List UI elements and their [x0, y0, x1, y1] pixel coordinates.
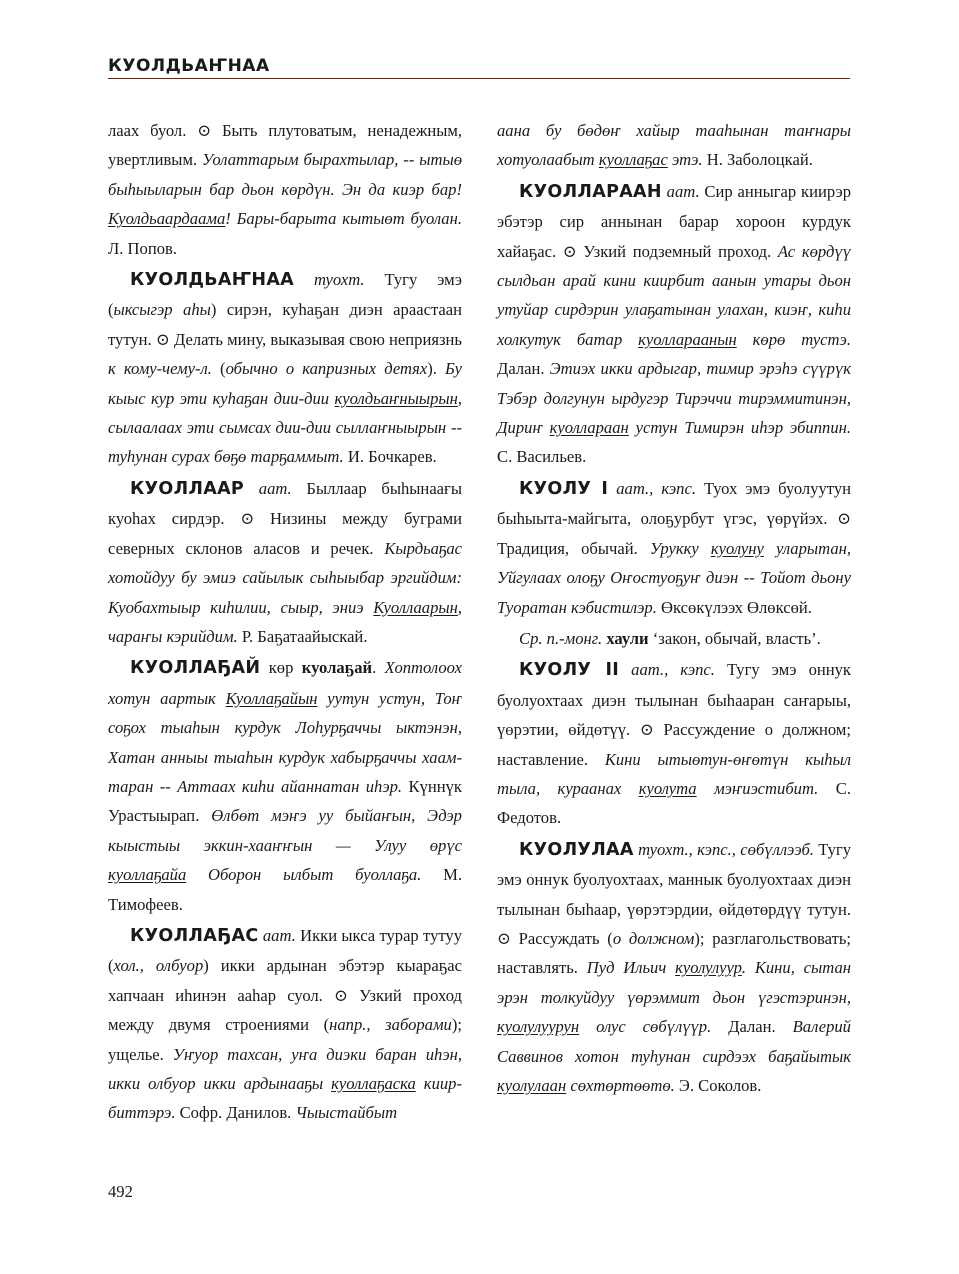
headword: КУОЛУ II	[519, 660, 620, 681]
header-rule	[108, 78, 850, 79]
entry-kuoldjangnaa: КУОЛДЬАҤНАА туохт. Тугу эмэ (ыксыгэр аһы) сирэн, куһаҕан диэн араастаан тутун. ⊙ Делать мину, выказывая свою неприязнь к кому-чему-л. (обычно о капризных детях). Бу кыыс кур эти куһаҕан дии-дии куолдьаҥныырын, сылаалаах эти сымсах дии-дии сыллаҥныырын -- туһунан сурах бөҕө тарҕаммыт. И. Бочкарев.	[108, 270, 463, 467]
page-number: 492	[108, 1182, 133, 1201]
entry-kuollagas: КУОЛЛАҔАС аат. Икки ыкса турар тутуу (хол., олбуор) икки ардынан эбэтэр кыараҕас хапчаан иһинэн ааһар суол. ⊙ Узкий проход между двумя строениями (напр., заборами); ущелье. Уҥуор тахсан, уҥа диэки баран иһэн, икки олбуор икки ардынааҕы куоллаҕаска киирбиттэрэ. Софр. Данилов. Чыыстайбыт	[108, 925, 463, 1123]
entry-kuolu-1: КУОЛУ I аат., кэпс. Туох эмэ буолуутун быһыыта-майгыта, олоҕурбут үгэс, үөрүйэх. ⊙ Традиция, обычай. Урукку куолуну уларытан, Уйгулаах олоҕу Оҥостуоҕуҥ диэн -- Тойот дьону Туоратан кэбистилэр. Өксөкүлээх Өлөксөй.	[497, 478, 852, 617]
headword: КУОЛДЬАҤНАА	[130, 270, 295, 291]
headword: КУОЛУ I	[519, 478, 609, 499]
running-head: КУОЛДЬАҤНАА	[108, 56, 270, 76]
headword: КУОЛЛААР	[130, 478, 245, 499]
headword: КУОЛЛАРААН	[519, 181, 662, 202]
left-column	[108, 116, 462, 1128]
entry-kuolulaa: КУОЛУЛАА туохт., кэпс., сөбүллээб. Тугу эмэ оннук буолуохтаах, маннык буолуохтаах диэн тылынан быһаар, үөрэтэрдии, өйдөтөрдүү тутун. ⊙ Рассуждать (о должном); разглагольствовать; наставлять. Пуд Ильич куолулуур. Кини, сытан эрэн толкуйдуу үөрэммит дьон үгэстэринэн, куолулуурун олус сөбүлүүр. Далан. Валерий Саввинов хотон туһунан сирдээх баҕайытык куолулаан сөхтөртөөтө. Э. Соколов.	[497, 839, 852, 1095]
entry-kuolloraan: КУОЛЛАРААН аат. Сир анныгар киирэр эбэтэр сир аннынан барар хороон курдук хайаҕас. ⊙ Узкий подземный проход. Ас көрдүү сылдьан арай кини киирбит аанын утары дьон утуйар сирдэрин улаҕатынан улахан, киэҥ, киһи холкутук батар куоллараанын көрө тустэ. Далан. Этиэх икки ардыгар, тимир эрэһэ сүүрүк Тэбэр долгунун ырдугэр Тирэччи тирэммитинэн, Дириҥ куоллараан устун Тимирэн иһэр эбиппин. С. Васильев.	[497, 181, 852, 467]
right-column	[497, 116, 851, 1100]
etymology-note: Ср. п.-монг. хаули ‘закон, обычай, власть’.	[519, 628, 821, 648]
entry-kuolu-2: КУОЛУ II аат., кэпс. Тугу эмэ оннук буолуохтаах диэн тылынан быһааран саҥарыы, үөрэтии, өйдөтүү. ⊙ Рассуждение о должном; наставление. Кини ытыөтун-өҥөтүн кыһыл тыла, кураанах куолута мэҥиэстибит. С. Федотов.	[497, 660, 851, 828]
entry-kuollagai: КУОЛЛАҔАЙ көр куолаҕай. Хоптолоох хотун аартык Куоллаҕайын уутун устун, Тоҥ соҕох тыаһын курдук Лоһурҕаччы ыктэнэн, Хатан анныы тыаһын курдук хабырҕаччы хаамтаран -- Аттаах киһи айаннатан иһэр. Күннүк Урастыырап. Өлбөт мэҥэ уу быйаҥын, Эдэр кыыстыы эккин-хааҥҥын — Улуу өрүс куоллаҕайа Оборон ылбыт буоллаҕа. М. Тимофеев.	[108, 658, 462, 914]
headword: КУОЛУЛАА	[519, 839, 634, 860]
entry-kuollaar: КУОЛЛААР аат. Быллаар быһынаағы куоһах сирдэр. ⊙ Низины между буграми северных склонов аласов и речек. Кырдьаҕас хотойдуу бу эмиэ сайылык сыһыыбар эргийдим: Куобахтыыр киһилии, сыыр, эниэ Куоллаарын, чараҥы кэрийдим. Р. Баҕатаайыскай.	[108, 478, 462, 646]
headword: КУОЛЛАҔАЙ	[130, 658, 261, 679]
entry-continuation: лаах буол. ⊙ Быть плутоватым, ненадежным, увертливым. Уолаттарым бырахтылар, -- ытыө быһыыларын бар дьон көрдүн. Эн да киэр бар! Куолдьаардаама! Бары-барыта кытыөт буолан. Л. Попов.	[108, 121, 462, 258]
entry-continuation: аана бу бөдөҥ хайыр тааһынан таҥнары хотуолаабыт куоллаҕас этэ. Н. Заболоцкай.	[497, 121, 851, 170]
headword: КУОЛЛАҔАС	[130, 925, 259, 946]
